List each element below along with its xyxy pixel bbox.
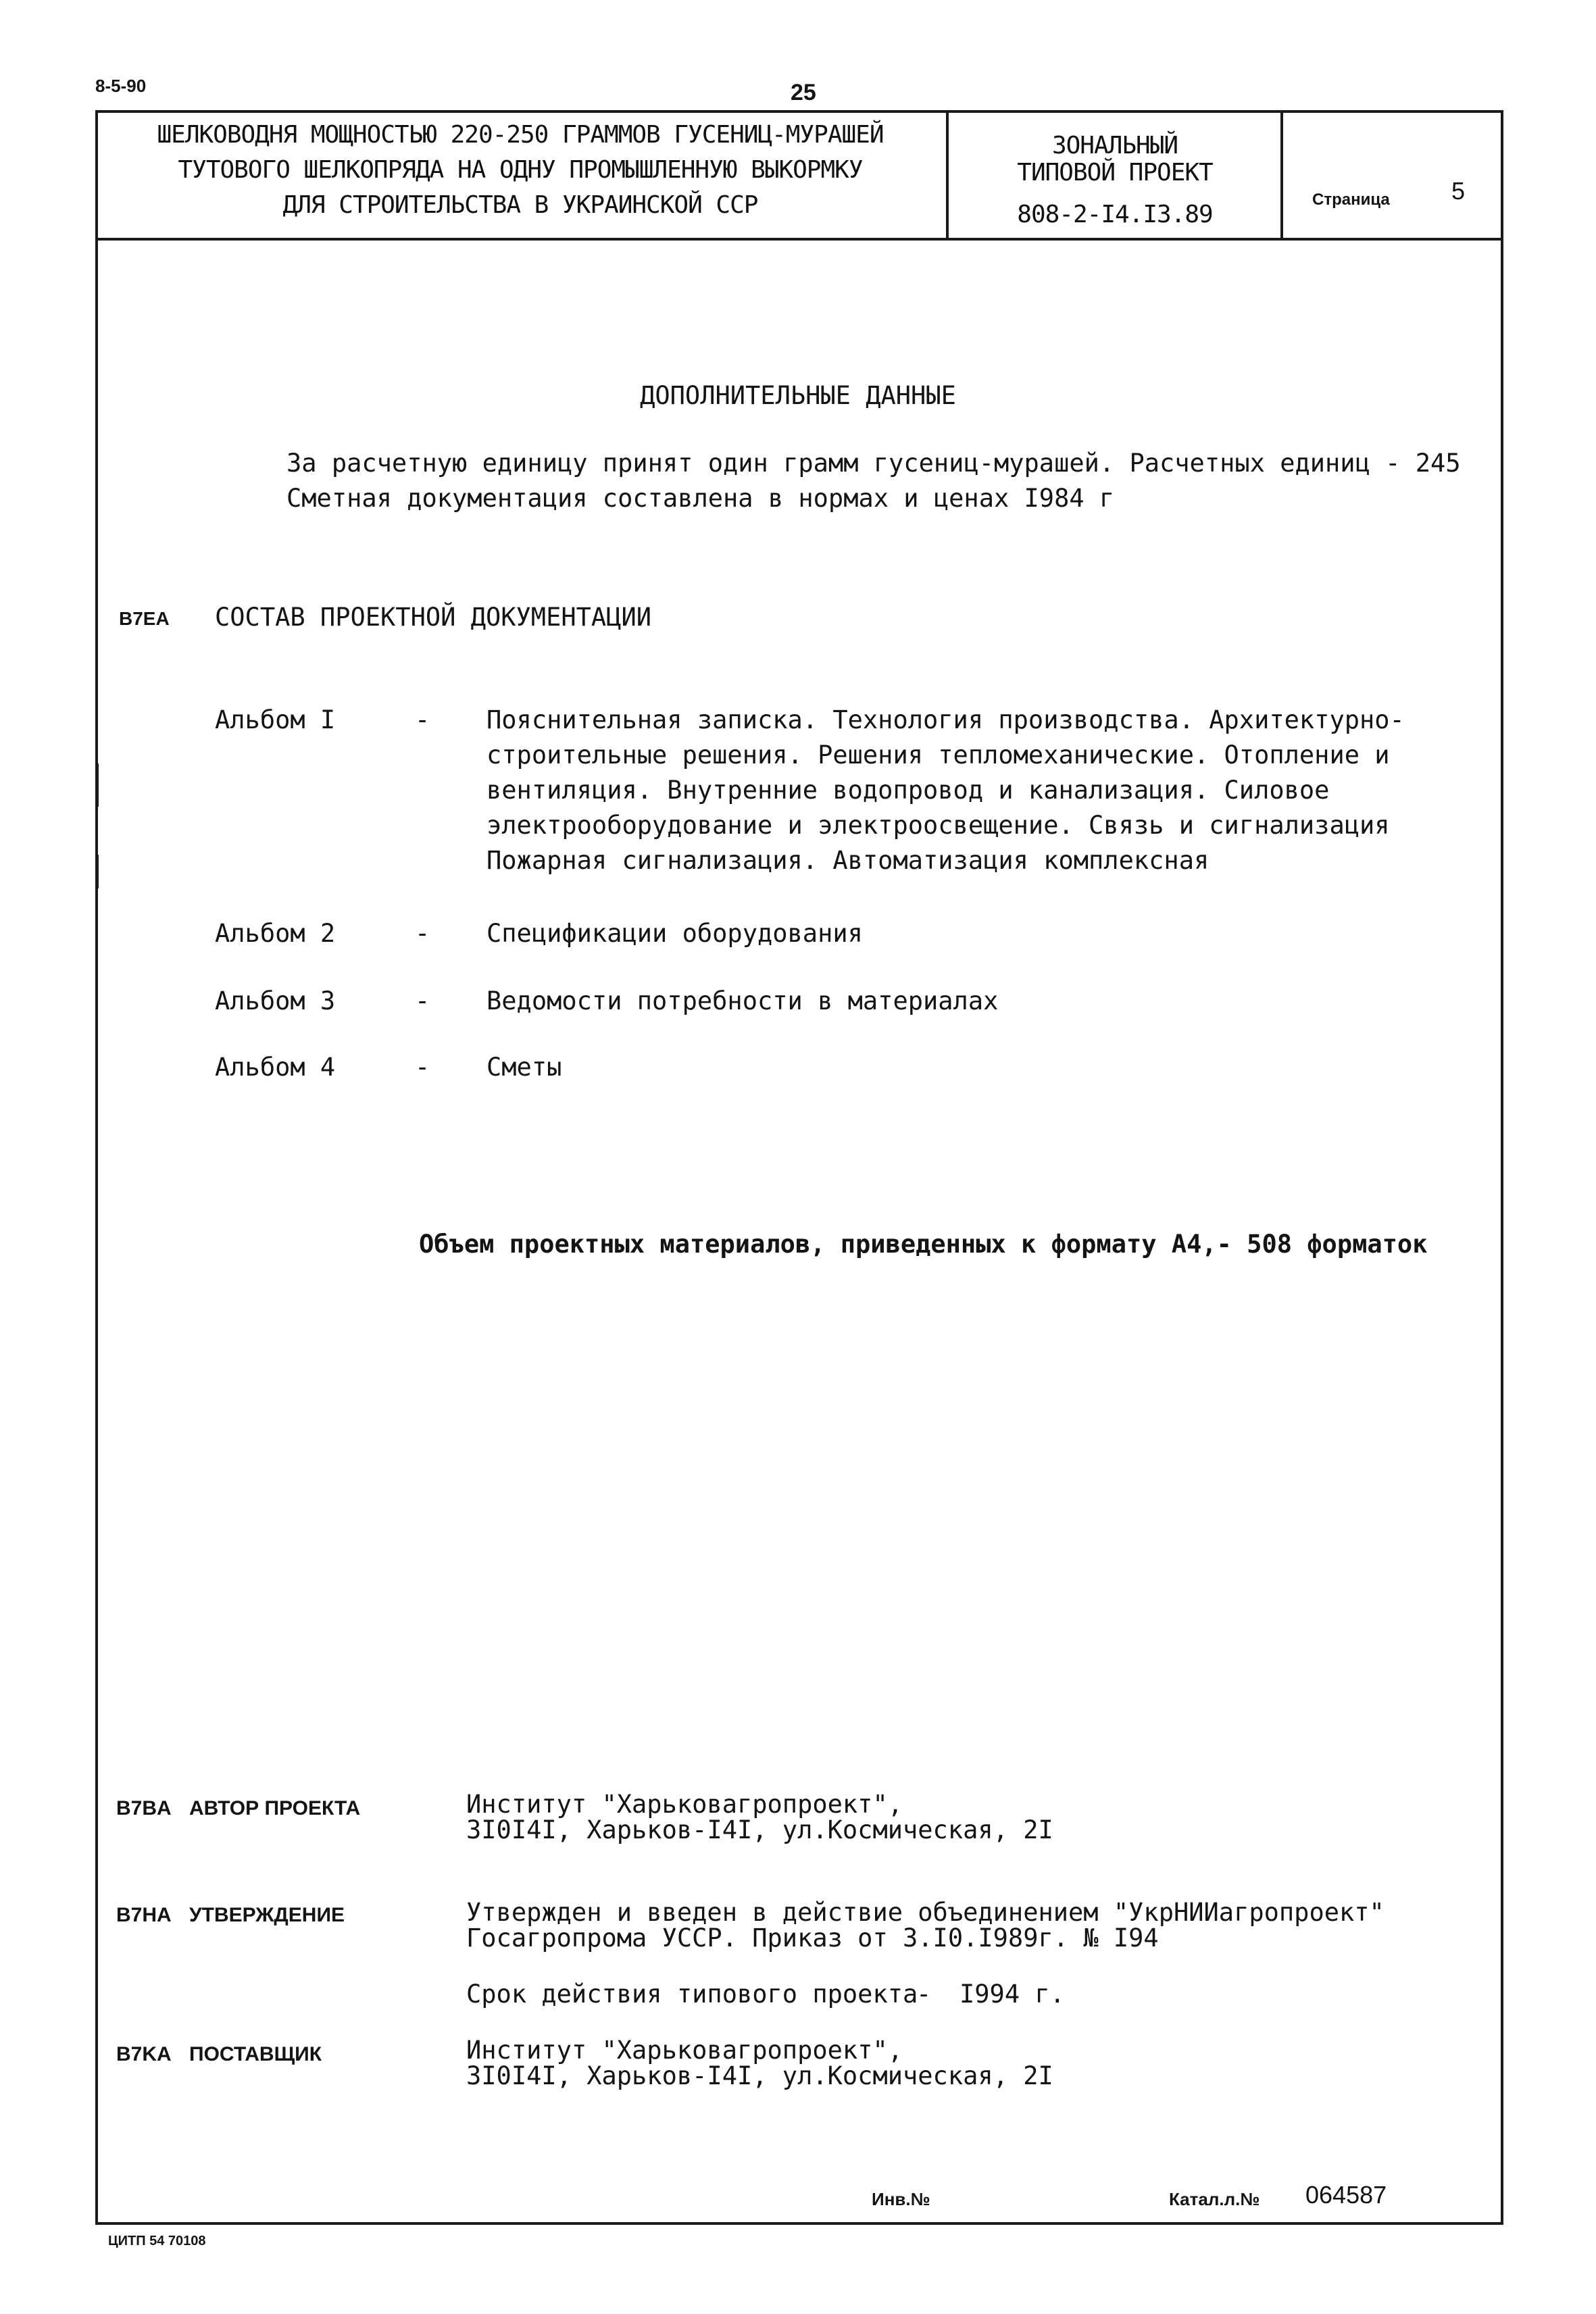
project-title-line: ШЕЛКОВОДНЯ МОЩНОСТЬЮ 220-250 ГРАММОВ ГУСЕНИЦ-МУРАШЕЙ [157, 121, 884, 149]
album-label: Альбом I [215, 705, 336, 734]
album-description-line: электрооборудование и электроосвещение. Связь и сигнализация [487, 811, 1390, 840]
project-type-line: ТИПОВОЙ ПРОЕКТ [1017, 159, 1213, 186]
approval-text-line: Утвержден и введен в действие объединением "УкрНИИагропроект" [466, 1898, 1385, 1927]
album-label: Альбом 3 [215, 986, 336, 1015]
additional-data-text [286, 446, 1461, 516]
section-code: B7EA [119, 608, 170, 629]
author-code: B7BA [116, 1797, 172, 1819]
volume-note: Объем проектных материалов, приведенных к формату А4,- 508 форматок [419, 1230, 1428, 1259]
page-number: 5 [1451, 177, 1466, 205]
additional-data-line: За расчетную единицу принят один грамм гусениц-мурашей. Расчетных единиц - 245 [286, 449, 1461, 478]
album-description: Сметы [487, 1053, 562, 1082]
supplier-address-line: Институт "Харьковагропроект", [466, 2036, 903, 2065]
album-description-line: вентиляция. Внутренние водопровод и канализация. Силовое [487, 776, 1330, 805]
project-code: 808-2-I4.I3.89 [1017, 201, 1213, 228]
supplier-address-line: 3I0I4I, Харьков-I4I, ул.Космическая, 2I [466, 2061, 1053, 2090]
margin-mark [95, 763, 99, 807]
project-title-line: ТУТОВОГО ШЕЛКОПРЯДА НА ОДНУ ПРОМЫШЛЕННУЮ ВЫКОРМКУ [178, 156, 863, 184]
document-code: 8-5-90 [95, 76, 147, 96]
title-block-separator [1280, 110, 1283, 241]
additional-data-line: Сметная документация составлена в нормах и ценах I984 г [286, 484, 1115, 513]
project-title [101, 118, 939, 223]
validity-dash: - [916, 1980, 932, 2009]
sheet-number: 25 [791, 80, 816, 105]
author-address-line: Институт "Харьковагропроект", [466, 1790, 903, 1819]
album-label: Альбом 4 [215, 1053, 336, 1082]
approval-text [466, 1900, 1385, 1951]
approval-text-line: Госагропрома УССР. Приказ от 3.I0.I989г. № I94 [466, 1923, 1159, 1953]
inventory-label: Инв.№ [872, 2189, 930, 2209]
album-description-line: Пояснительная записка. Технология производства. Архитектурно- [487, 705, 1405, 734]
title-block-divider [95, 238, 1503, 241]
album-dash: - [415, 986, 430, 1015]
author-address [466, 1792, 1053, 1843]
album-description: Спецификации оборудования [487, 919, 863, 948]
album-description [487, 703, 1405, 878]
approval-code: B7HA [116, 1904, 172, 1926]
supplier-label: ПОСТАВЩИК [189, 2043, 322, 2065]
supplier-address [466, 2038, 1053, 2089]
approval-label: УТВЕРЖДЕНИЕ [189, 1904, 345, 1926]
print-code: ЦИТП 54 70108 [108, 2234, 206, 2248]
composition-heading: СОСТАВ ПРОЕКТНОЙ ДОКУМЕНТАЦИИ [215, 603, 652, 632]
margin-mark [95, 855, 99, 888]
project-title-line: ДЛЯ СТРОИТЕЛЬСТВА В УКРАИНСКОЙ ССР [282, 191, 758, 219]
album-dash: - [415, 705, 430, 734]
supplier-code: B7KA [116, 2043, 172, 2065]
project-type-line: ЗОНАЛЬНЫЙ [1051, 132, 1178, 159]
validity-label: Срок действия типового проекта [466, 1980, 918, 2009]
catalog-label: Катал.л.№ [1169, 2189, 1260, 2209]
author-label: АВТОР ПРОЕКТА [189, 1797, 361, 1819]
additional-data-heading: ДОПОЛНИТЕЛЬНЫЕ ДАННЫЕ [640, 381, 956, 410]
page-label: Страница [1312, 191, 1390, 209]
author-address-line: 3I0I4I, Харьков-I4I, ул.Космическая, 2I [466, 1815, 1053, 1844]
album-dash: - [415, 1053, 430, 1082]
album-description-line: Пожарная сигнализация. Автоматизация комплексная [487, 846, 1210, 875]
album-description-line: строительные решения. Решения тепломеханические. Отопление и [487, 740, 1390, 770]
album-description: Ведомости потребности в материалах [487, 986, 999, 1015]
album-dash: - [415, 919, 430, 948]
project-type [953, 132, 1277, 186]
title-block-separator [946, 110, 949, 241]
catalog-number: 064587 [1305, 2181, 1387, 2209]
album-label: Альбом 2 [215, 919, 336, 948]
validity-value: I994 г. [959, 1980, 1065, 2009]
